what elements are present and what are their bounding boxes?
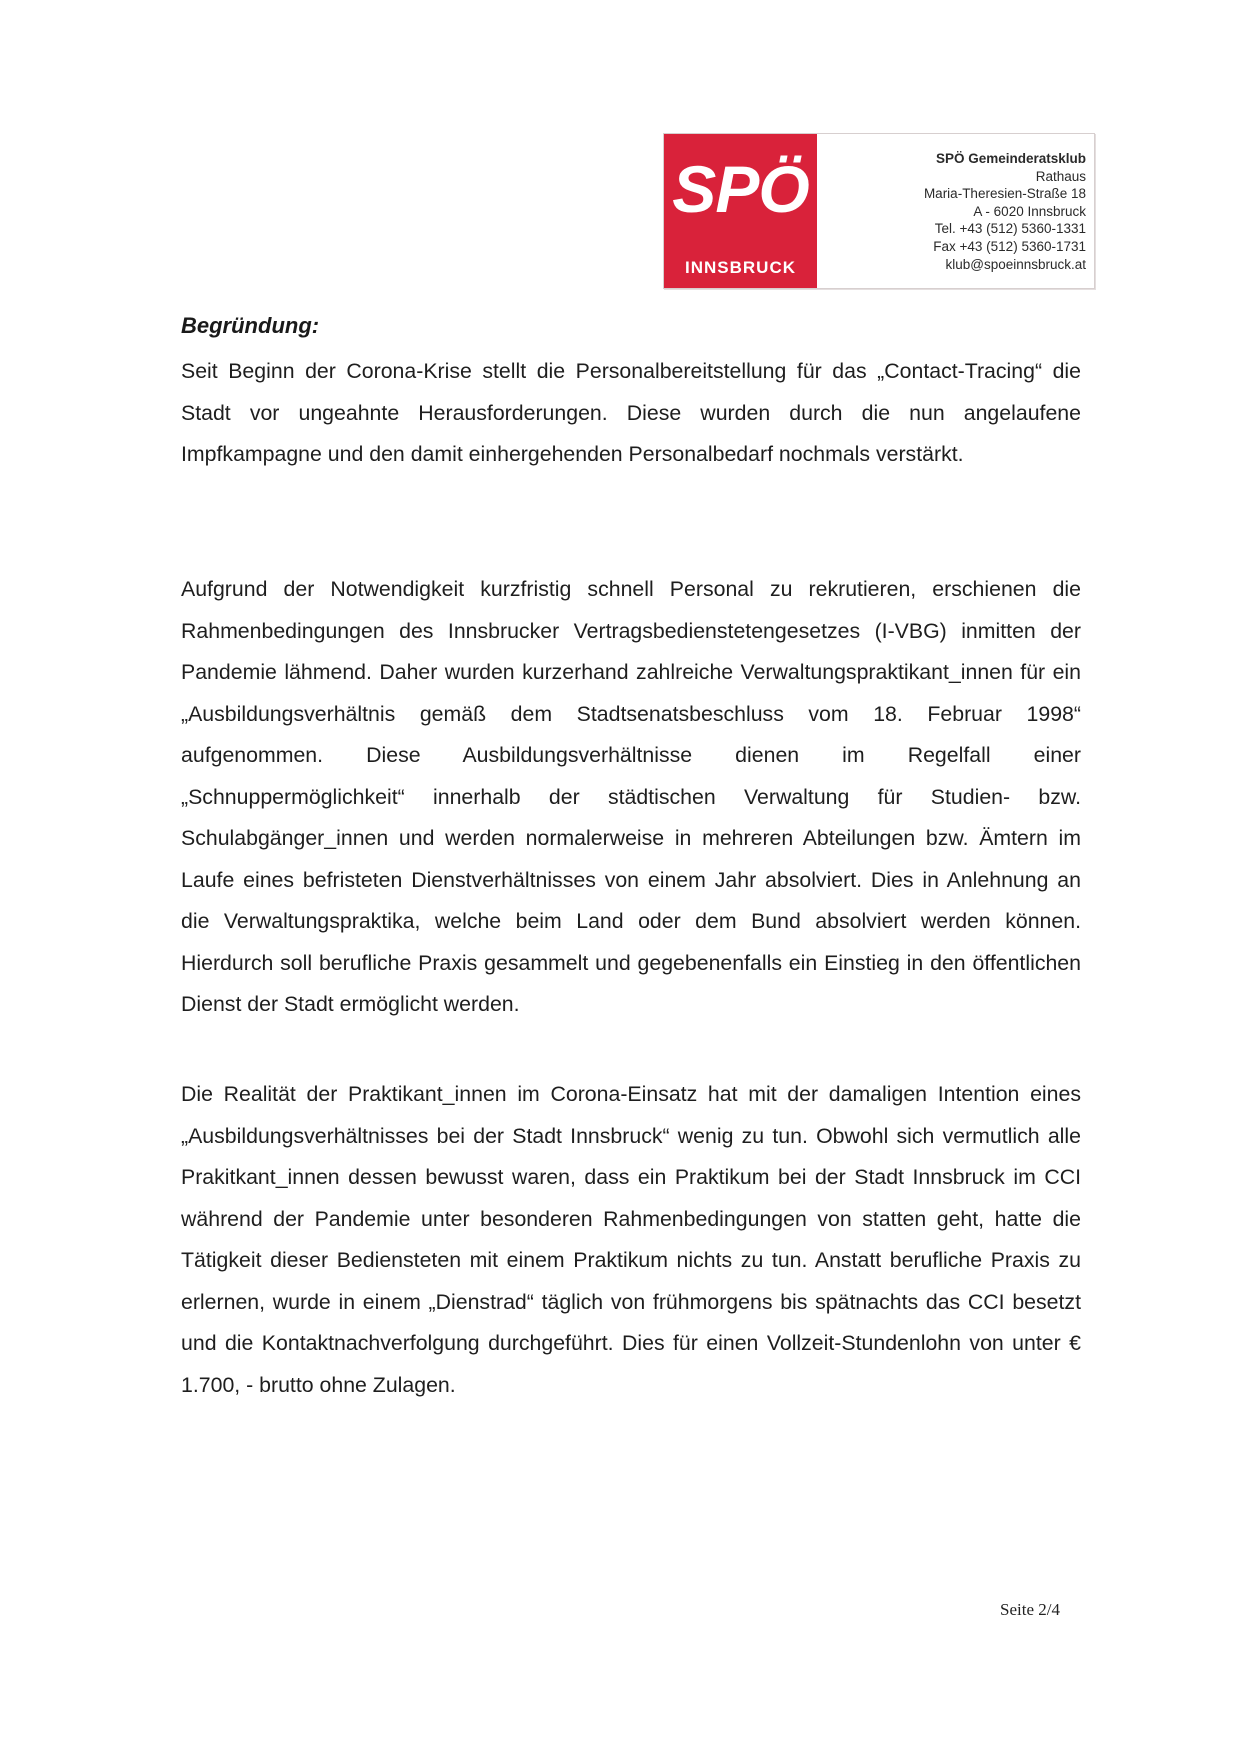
page-number: Seite 2/4	[1000, 1600, 1060, 1619]
address-line-rathaus: Rathaus	[1035, 168, 1086, 184]
address-line-fax: Fax +43 (512) 5360-1731	[933, 238, 1086, 254]
paragraph-3: Die Realität der Praktikant_innen im Corona-Einsatz hat mit der damaligen Intention eines „Ausbildungsverhältnisses bei der Stadt Innsbruck“ wenig zu tun. Obwohl sich vermutlich alle Prakitkant_innen dessen bewusst waren, dass ein Praktikum bei der Stadt Innsbruck im CCI während der Pandemie unter besonderen Rahmenbedingungen von statten geht, hatte die Tätigkeit dieser Bediensteten mit einem Praktikum nichts zu tun. Anstatt berufliche Praxis zu erlernen, wurde in einem „Dienstrad“ täglich von frühmorgens bis spätnachts das CCI besetzt und die Kontaktnachverfolgung durchgeführt. Dies für einen Vollzeit-Stundenlohn von unter € 1.700, - brutto ohne Zulagen.	[181, 1082, 1081, 1397]
sender-address-block	[817, 134, 1094, 288]
organization-name: SPÖ Gemeinderatsklub	[935, 151, 1086, 166]
logo-subtext: INNSBRUCK	[685, 258, 796, 277]
spoe-logo	[664, 134, 817, 288]
section-heading: Begründung:	[181, 313, 320, 338]
address-line-city: A - 6020 Innsbruck	[973, 203, 1086, 219]
address-line-email: klub@spoeinnsbruck.at	[945, 256, 1086, 272]
address-line-phone: Tel. +43 (512) 5360-1331	[934, 221, 1086, 237]
letterhead	[663, 133, 1095, 289]
address-line-street: Maria-Theresien-Straße 18	[923, 186, 1086, 202]
paragraph-2: Aufgrund der Notwendigkeit kurzfristig schnell Personal zu rekrutieren, erschienen die Rahmenbedingungen des Innsbrucker Vertragsbedienstetengesetzes (I-VBG) inmitten der Pandemie lähmend. Daher wurden kurzerhand zahlreiche Verwaltungspraktikant_innen für ein „Ausbildungsverhältnis gemäß dem Stadtsenatsbeschluss vom 18. Februar 1998“ aufgenommen. Diese Ausbildungsverhältnisse dienen im Regelfall einer „Schnuppermöglichkeit“ innerhalb der städtischen Verwaltung für Studien- bzw. Schulabgänger_innen und werden normalerweise in mehreren Abteilungen bzw. Ämtern im Laufe eines befristeten Dienstverhältnisses von einem Jahr absolviert. Dies in Anlehnung an die Verwaltungspraktika, welche beim Land oder dem Bund absolviert werden können. Hierdurch soll berufliche Praxis gesammelt und gegebenenfalls ein Einstieg in den öffentlichen Dienst der Stadt ermöglicht werden.	[181, 577, 1081, 1016]
logo-text: SPÖ	[672, 152, 809, 226]
paragraph-1: Seit Beginn der Corona-Krise stellt die Personalbereitstellung für das „Contact-Tracing“ die Stadt vor ungeahnte Herausforderungen. Diese wurden durch die nun angelaufene Impfkampagne und den damit einhergehenden Personalbedarf nochmals verstärkt.	[181, 359, 1081, 466]
